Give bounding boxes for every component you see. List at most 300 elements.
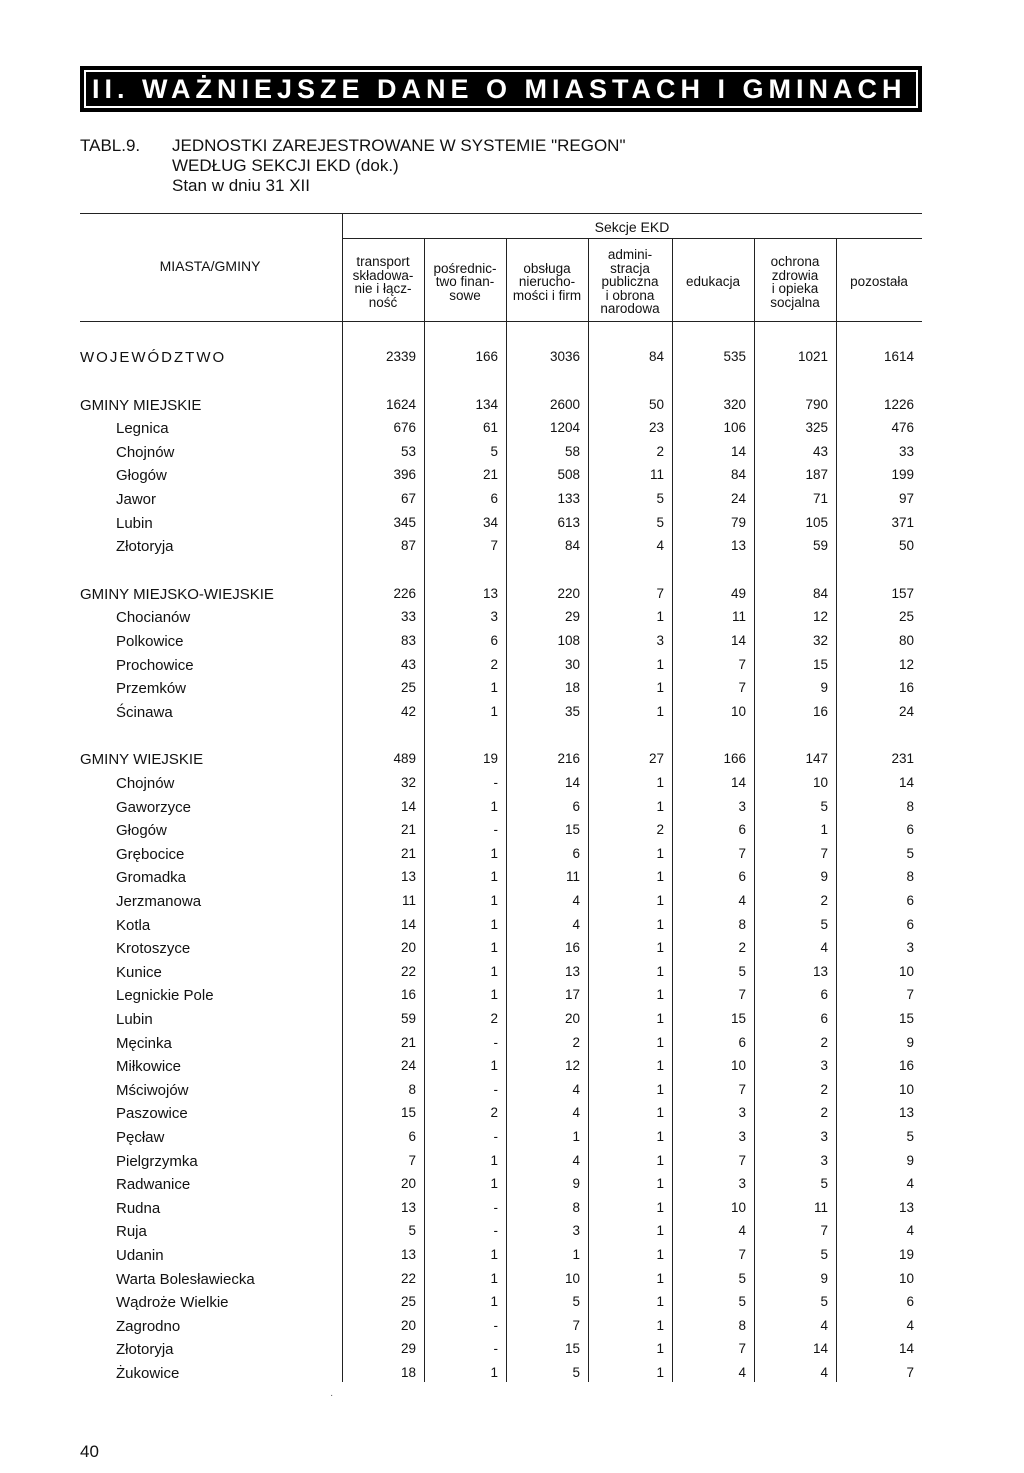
table-cell: 35 [564,703,580,719]
table-cell: 13 [730,538,746,554]
table-row [0,1365,1024,1387]
table-cell: 12 [812,609,828,625]
row-label: Legnickie Pole [116,987,214,1005]
table-cell: 2 [490,656,498,672]
table-cell: 16 [898,1058,914,1074]
table-cell: 25 [400,680,416,696]
row-label: Legnica [116,420,169,438]
row-label: Chojnów [116,775,175,792]
table-cell: 7 [820,1223,828,1239]
table-row [0,1129,1024,1151]
column-header-line: socjalna [770,294,820,310]
table-cell: 21 [400,845,416,861]
table-cell: 3 [738,1129,746,1144]
table-row [0,917,1024,939]
table-cell: 6 [572,798,580,814]
table-cell: 14 [812,1341,828,1357]
table-cell: 25 [898,609,914,625]
table-cell: 15 [564,1341,580,1357]
column-header [836,275,922,289]
row-label: Udanin [116,1247,164,1264]
table-cell: 5 [656,514,664,530]
table-cell: 9 [820,1270,828,1286]
table-cell: 1 [490,845,498,861]
table-row [0,349,1024,371]
title-line-2: WEDŁUG SEKCJI EKD (dok.) [172,156,399,175]
table-cell: 105 [805,514,828,530]
table-cell: 1 [656,680,664,696]
table-cell: 11 [731,609,746,625]
table-cell: 27 [648,751,664,767]
row-label: Złotoryja [116,538,174,556]
table-cell: - [493,822,498,838]
table-cell: 1 [490,893,498,908]
table-cell: 18 [564,680,580,696]
table-cell: 4 [738,1223,746,1239]
table-cell: 325 [805,420,828,436]
column-header-line: mości i firm [512,287,582,303]
table-cell: 7 [572,1317,580,1333]
table-cell: 1 [656,1152,664,1168]
table-cell: 1226 [883,396,914,412]
table-cell: 2 [820,1081,828,1097]
table-cell: 14 [898,775,914,790]
table-cell: 676 [393,420,416,436]
column-header [506,262,588,303]
column-header [754,255,836,309]
table-cell: 58 [564,443,580,459]
column-header-line: edukacja [685,274,741,290]
table-cell: 15 [898,1011,914,1026]
table-cell: 97 [898,491,914,506]
table-cell: 1 [656,1105,664,1121]
table-cell: 7 [820,845,828,861]
row-label: Jerzmanowa [116,893,202,910]
table-cell: 59 [400,1011,416,1026]
table-cell: 4 [906,1223,914,1239]
table-cell: 13 [482,585,498,601]
table-cell: 11 [649,467,664,483]
table-cell: 1 [656,656,664,672]
column-header-line: ochrona [770,254,820,269]
row-label: GMINY MIEJSKO-WIEJSKIE [80,585,274,603]
table-cell: - [493,775,498,790]
row-label: Jawor [116,491,157,508]
table-cell: 1 [656,1365,664,1380]
table-title [172,136,625,196]
table-cell: 43 [812,443,828,459]
table-cell: 6 [820,1011,828,1026]
table-cell: 4 [738,1365,746,1380]
table-cell: 1 [656,703,664,719]
table-cell: 9 [572,1176,580,1192]
table-cell: 4 [906,1176,914,1192]
row-label: Rudna [116,1199,161,1217]
table-cell: 1 [490,963,498,979]
table-cell: 7 [408,1152,416,1168]
table-cell: 3036 [549,349,580,364]
table-cell: 84 [730,467,746,483]
row-label: Polkowice [116,633,184,650]
table-cell: 13 [400,1247,416,1262]
table-cell: 33 [898,443,914,459]
table-cell: 5 [408,1223,416,1239]
chapter-title: II. WAŻNIEJSZE DANE O MIASTACH I GMINACH [92,73,907,104]
table-cell: 12 [898,656,914,672]
table-cell: 14 [564,775,580,790]
table-cell: 14 [730,443,746,459]
table-cell: 14 [400,916,416,932]
table-cell: 5 [738,963,746,979]
row-label: Grębocice [116,845,185,863]
table-row [0,1082,1024,1104]
table-cell: 5 [490,443,498,459]
row-label: Prochowice [116,656,194,674]
table-cell: 3 [656,633,664,648]
table-cell: 1 [656,916,664,932]
table-cell: 24 [730,491,746,506]
table-cell: 1 [656,963,664,979]
table-cell: 3 [572,1223,580,1239]
table-row [0,799,1024,821]
table-row [0,1318,1024,1340]
table-cell: 10 [898,963,914,979]
table-cell: 2 [572,1034,580,1050]
row-label: WOJEWÓDZTWO [80,349,227,366]
column-header-line: pośrednic- [433,260,497,276]
table-cell: 7 [738,680,746,696]
table-cell: 7 [906,987,914,1003]
table-cell: 3 [820,1152,828,1168]
table-cell: 43 [400,656,416,672]
table-cell: 231 [891,751,914,767]
table-cell: 13 [812,963,828,979]
table-cell: 15 [730,1011,746,1026]
row-label: Pielgrzymka [116,1152,198,1170]
column-header [588,248,672,316]
row-label: Kunice [116,963,162,981]
table-cell: 30 [564,656,580,672]
table-cell: 4 [572,1152,580,1168]
table-row [0,680,1024,702]
row-label: Paszowice [116,1105,188,1123]
title-line-3: Stan w dniu 31 XII [172,176,310,195]
table-row [0,444,1024,466]
table-cell: 1 [656,869,664,885]
table-row [0,869,1024,891]
table-cell: 11 [813,1199,828,1215]
table-cell: 1 [656,1294,664,1310]
row-label: Ścinawa [116,703,173,721]
table-cell: 1 [490,703,498,719]
table-cell: 10 [898,1081,914,1097]
table-row [0,775,1024,797]
table-number: TABL.9. [80,136,141,155]
table-cell: 489 [393,751,416,767]
table-cell: 3 [820,1058,828,1074]
table-cell: 5 [820,1176,828,1192]
table-cell: 1 [490,1270,498,1286]
table-cell: 7 [656,585,664,601]
table-row [0,467,1024,489]
table-cell: 50 [898,538,914,554]
table-cell: 2 [656,822,664,838]
table-row [0,491,1024,513]
row-label: Gaworzyce [116,798,192,816]
table-cell: 84 [648,349,664,364]
table-cell: 19 [482,751,498,767]
table-cell: 2 [820,1105,828,1121]
table-row [0,1341,1024,1363]
table-cell: 5 [820,916,828,932]
table-cell: 20 [400,1176,416,1192]
speck: · [330,1390,334,1401]
table-cell: 1 [656,1247,664,1262]
table-cell: 20 [400,1317,416,1333]
table-cell: 476 [891,420,914,436]
column-header-line: nierucho- [518,274,576,290]
table-cell: 3 [738,1105,746,1121]
table-cell: 1 [656,987,664,1003]
table-cell: 2 [738,940,746,956]
row-label: Żukowice [116,1365,180,1382]
table-row [0,893,1024,915]
table-cell: 4 [738,893,746,908]
table-row [0,1271,1024,1293]
table-row [0,1153,1024,1175]
table-cell: 9 [906,1152,914,1168]
table-cell: 1 [490,1247,498,1262]
table-cell: 7 [490,538,498,554]
table-cell: 2 [820,893,828,908]
column-header-line: transport [356,254,410,269]
table-cell: 1 [656,1270,664,1286]
table-cell: 3 [490,609,498,625]
table-cell: 5 [656,491,664,506]
row-label: Głogów [116,822,167,840]
column-header-line: narodowa [600,301,660,317]
table-row [0,397,1024,419]
table-cell: 5 [906,1129,914,1144]
table-row [0,1247,1024,1269]
table-row [0,633,1024,655]
row-label: Złotoryja [116,1341,174,1359]
table-cell: 24 [400,1058,416,1074]
table-cell: 1 [656,1341,664,1357]
row-label: Ruja [116,1223,147,1241]
table-cell: 1 [656,1081,664,1097]
table-cell: 2 [656,443,664,459]
table-row [0,609,1024,631]
table-cell: - [493,1129,498,1144]
table-cell: 9 [820,680,828,696]
table-cell: 371 [891,514,914,530]
table-row [0,538,1024,560]
table-cell: 50 [648,396,664,412]
column-header [672,275,754,289]
column-header-line: stracja [610,260,650,276]
table-cell: 199 [891,467,914,483]
row-label: Mściwojów [116,1081,189,1099]
table-cell: 19 [898,1247,914,1262]
table-cell: 1 [656,609,664,625]
table-cell: 147 [805,751,828,767]
table-cell: 1 [656,1034,664,1050]
table-row [0,987,1024,1009]
table-cell: 133 [557,491,580,506]
header-bottom-rule [80,321,922,322]
table-cell: 25 [400,1294,416,1310]
column-header-line: nie i łącz- [354,281,412,296]
table-cell: 5 [738,1294,746,1310]
table-cell: 84 [812,585,828,601]
table-cell: 2339 [385,349,416,364]
row-label: Wądroże Wielkie [116,1294,229,1312]
row-label: Miłkowice [116,1058,182,1076]
table-cell: 1204 [549,420,580,436]
table-cell: 5 [738,1270,746,1286]
table-cell: 1 [490,1365,498,1380]
table-cell: 4 [820,940,828,956]
column-header-line: publiczna [601,274,659,290]
table-row [0,420,1024,442]
row-label: Przemków [116,680,187,698]
table-cell: 5 [820,1247,828,1262]
row-label: Chojnów [116,443,175,461]
table-cell: 71 [812,491,828,506]
table-cell: 1 [490,987,498,1003]
table-cell: 79 [730,514,746,530]
table-cell: 8 [572,1199,580,1215]
row-label: GMINY WIEJSKIE [80,751,204,769]
table-cell: 4 [820,1317,828,1333]
table-cell: 21 [482,467,498,483]
table-cell: 29 [400,1341,416,1357]
table-cell: 226 [393,585,416,601]
table-cell: 10 [898,1270,914,1286]
row-label: Warta Bolesławiecka [116,1270,255,1288]
table-cell: 10 [730,1199,746,1215]
table-cell: 1 [572,1129,580,1144]
table-cell: 1 [656,1058,664,1074]
table-cell: 22 [400,1270,416,1286]
table-cell: 106 [723,420,746,436]
table-cell: 1 [490,1058,498,1074]
table-cell: 16 [898,680,914,696]
table-cell: 6 [490,491,498,506]
table-cell: 10 [730,1058,746,1074]
table-cell: 24 [898,703,914,719]
table-cell: 1 [656,1176,664,1192]
table-cell: 1614 [883,349,914,364]
table-row [0,1294,1024,1316]
table-cell: - [493,1199,498,1215]
table-cell: 20 [564,1011,580,1026]
table-cell: 7 [738,1341,746,1357]
table-cell: 1624 [385,396,416,412]
table-cell: 6 [906,822,914,838]
table-cell: 15 [564,822,580,838]
table-cell: 67 [400,491,416,506]
table-cell: 8 [906,798,914,814]
table-cell: 6 [820,987,828,1003]
table-row [0,1176,1024,1198]
column-header-line: składowa- [352,267,414,283]
table-cell: 1 [490,798,498,814]
table-cell: 32 [400,775,416,790]
table-row [0,1200,1024,1222]
stub-header: MIASTA/GMINY [159,258,261,274]
spanner-rule [342,238,922,239]
column-header-line: two finan- [435,274,495,290]
table-cell: 80 [898,633,914,648]
table-cell: 49 [730,585,746,601]
table-cell: 13 [400,1199,416,1215]
column-header-line: ność [368,294,398,310]
table-cell: 14 [400,798,416,814]
table-cell: 790 [805,396,828,412]
table-cell: 3 [738,798,746,814]
column-header [424,262,506,303]
table-cell: 4 [820,1365,828,1380]
table-cell: - [493,1341,498,1357]
table-cell: 1 [656,1317,664,1333]
table-cell: - [493,1317,498,1333]
table-cell: 7 [738,845,746,861]
row-label: Gromadka [116,869,187,887]
table-cell: 3 [820,1129,828,1144]
table-cell: 20 [400,940,416,956]
table-cell: 4 [572,1081,580,1097]
table-row [0,657,1024,679]
spanner-header: Sekcje EKD [594,219,670,235]
table-cell: 3 [738,1176,746,1192]
table-row [0,846,1024,868]
table-cell: 2 [490,1105,498,1121]
table-cell: 7 [738,987,746,1003]
table-cell: 15 [812,656,828,672]
table-cell: 8 [408,1081,416,1097]
table-cell: - [493,1223,498,1239]
column-header-line: admini- [607,247,653,263]
table-row [0,1058,1024,1080]
table-cell: 32 [812,633,828,648]
table-cell: 59 [812,538,828,554]
table-cell: 4 [572,1105,580,1121]
table-cell: 18 [400,1365,416,1380]
table-cell: 1 [656,1011,664,1026]
table-cell: 166 [475,349,498,364]
table-row [0,822,1024,844]
table-cell: 13 [898,1199,914,1215]
table-cell: 14 [730,775,746,790]
table-cell: 23 [648,420,664,436]
table-row [0,1011,1024,1033]
table-row [0,1035,1024,1057]
table-cell: 6 [906,893,914,908]
table-cell: 6 [572,845,580,861]
table-cell: 396 [393,467,416,483]
table-cell: 1 [656,893,664,908]
table-cell: 1 [656,798,664,814]
table-cell: 9 [820,869,828,885]
table-cell: 8 [738,916,746,932]
table-cell: 16 [400,987,416,1003]
table-cell: 157 [891,585,914,601]
table-row [0,964,1024,986]
table-cell: 187 [805,467,828,483]
table-row [0,1105,1024,1127]
